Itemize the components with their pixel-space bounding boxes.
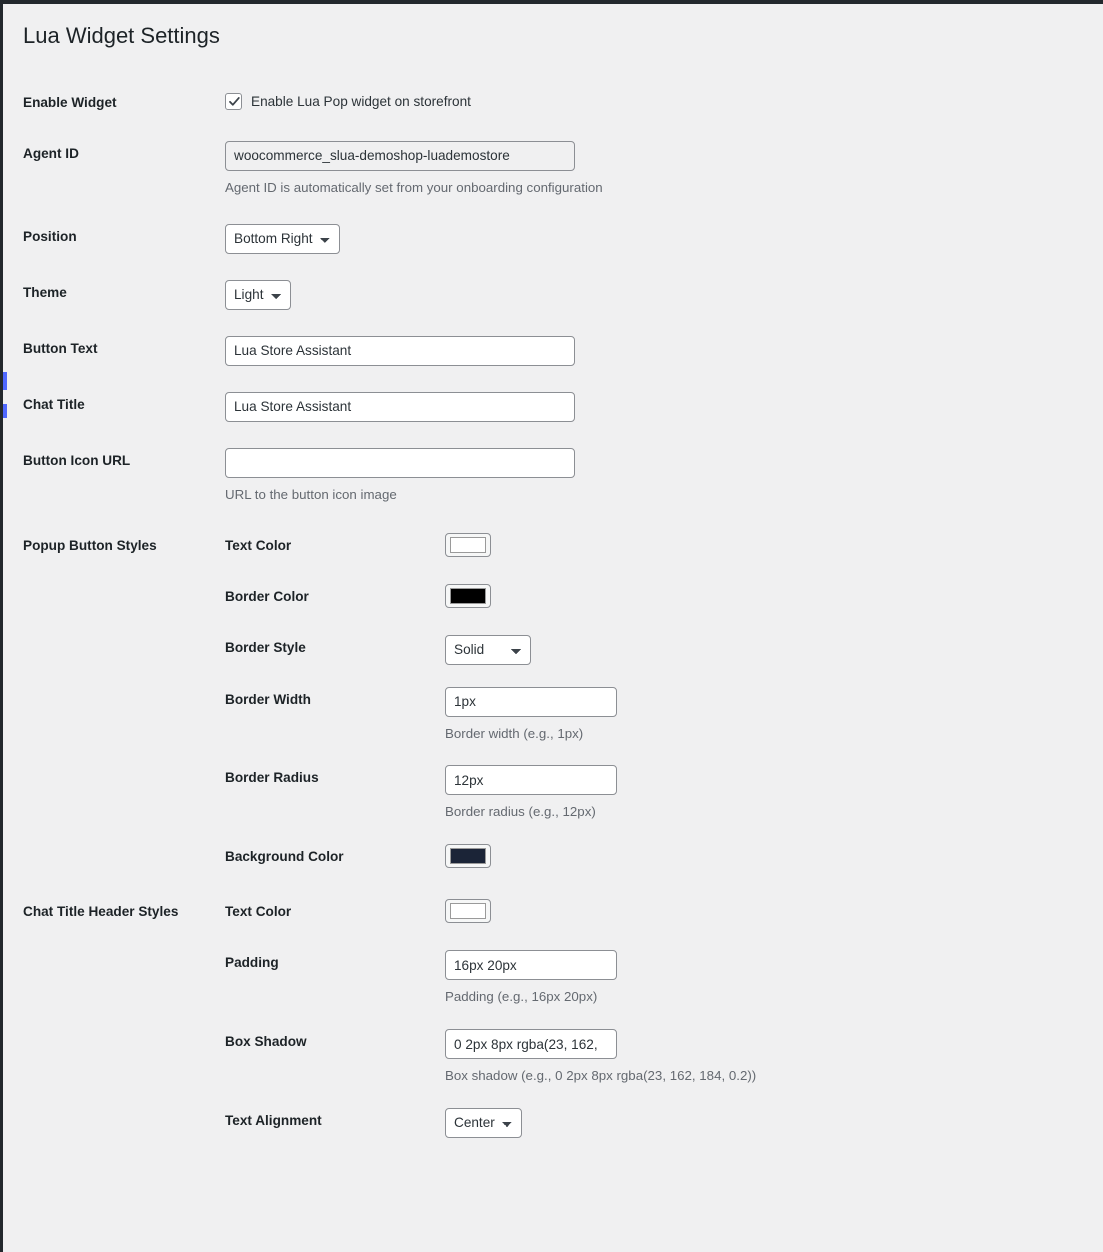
field-popup-border-width: [445, 676, 1093, 755]
popup-border-width-input[interactable]: [445, 687, 617, 717]
label-popup-border-radius: Border Radius: [225, 770, 319, 786]
label-header-box-shadow: Box Shadow: [225, 1034, 307, 1050]
label-header-text-color: Text Color: [225, 904, 292, 920]
field-popup-border-radius: [445, 754, 1093, 833]
popup-border-color-swatch[interactable]: [445, 584, 491, 608]
header-text-color-swatch[interactable]: [445, 899, 491, 923]
label-button-text: Button Text: [23, 340, 98, 356]
field-theme: [225, 267, 1103, 323]
section-body-popup-button-styles: [225, 522, 1103, 885]
color-swatch-icon: [450, 588, 486, 604]
button-text-input[interactable]: [225, 336, 575, 366]
label-header-padding: Padding: [225, 955, 279, 971]
agent-id-description: Agent ID is automatically set from your onboarding configuration: [225, 179, 603, 195]
field-popup-border-color: [445, 573, 1093, 624]
label-popup-border-width: Border Width: [225, 691, 311, 707]
enable-widget-checkbox[interactable]: [225, 93, 242, 110]
button-icon-url-description: URL to the button icon image: [225, 486, 397, 502]
page-title: Lua Widget Settings: [23, 23, 220, 48]
subrow-header-text-alignment: [225, 1097, 1093, 1149]
field-header-padding: [445, 939, 1093, 1018]
section-body-chat-title-header-styles: [225, 888, 1103, 1149]
row-chat-title: [3, 379, 1103, 435]
chat-title-input[interactable]: [225, 392, 575, 422]
row-enable-widget: [3, 77, 1103, 128]
label-button-icon-url: Button Icon URL: [23, 452, 131, 468]
label-popup-background-color: Background Color: [225, 849, 344, 865]
settings-form-table: [3, 77, 1103, 1150]
subrow-popup-background-color: [225, 833, 1093, 884]
subrow-popup-border-width: [225, 676, 1093, 755]
popup-border-radius-description: Border radius (e.g., 12px): [445, 804, 596, 820]
field-header-box-shadow: [445, 1018, 1093, 1097]
subrow-popup-text-color: [225, 522, 1093, 573]
label-popup-text-color: Text Color: [225, 537, 292, 553]
row-agent-id: [3, 128, 1103, 211]
popup-border-style-select[interactable]: [445, 635, 531, 665]
popup-border-width-description: Border width (e.g., 1px): [445, 725, 584, 741]
field-button-icon-url: [225, 435, 1103, 518]
popup-border-radius-input[interactable]: [445, 765, 617, 795]
checkmark-icon: [227, 94, 242, 109]
field-popup-background-color: [445, 833, 1093, 884]
row-theme: [3, 267, 1103, 323]
button-icon-url-input[interactable]: [225, 448, 575, 478]
header-text-alignment-select[interactable]: [445, 1108, 522, 1138]
field-popup-text-color: [445, 522, 1093, 573]
color-swatch-icon: [450, 848, 486, 864]
subrow-popup-border-color: [225, 573, 1093, 624]
row-position: [3, 211, 1103, 267]
agent-id-input[interactable]: [225, 141, 575, 171]
label-header-text-alignment: Text Alignment: [225, 1113, 322, 1129]
field-chat-title: [225, 379, 1103, 435]
theme-select[interactable]: [225, 280, 291, 310]
field-header-text-alignment: [445, 1097, 1093, 1149]
label-agent-id: Agent ID: [23, 145, 79, 161]
row-button-icon-url: [3, 435, 1103, 518]
field-agent-id: [225, 128, 1103, 211]
subrow-popup-border-style: [225, 624, 1093, 676]
label-popup-border-color: Border Color: [225, 588, 309, 604]
section-label-popup-button-styles: Popup Button Styles: [23, 537, 157, 553]
header-box-shadow-input[interactable]: [445, 1029, 617, 1059]
row-button-text: [3, 323, 1103, 379]
field-header-text-color: [445, 888, 1093, 939]
subrow-header-box-shadow: [225, 1018, 1093, 1097]
field-position: [225, 211, 1103, 267]
header-padding-description: Padding (e.g., 16px 20px): [445, 989, 598, 1005]
row-chat-title-header-styles: [3, 888, 1103, 1149]
label-chat-title: Chat Title: [23, 396, 85, 412]
color-swatch-icon: [450, 903, 486, 919]
field-button-text: [225, 323, 1103, 379]
enable-widget-checkbox-label: Enable Lua Pop widget on storefront: [251, 93, 471, 109]
field-enable-widget: [225, 77, 1103, 128]
header-padding-input[interactable]: [445, 950, 617, 980]
label-popup-border-style: Border Style: [225, 639, 306, 655]
label-enable-widget: Enable Widget: [23, 94, 117, 110]
subrow-popup-border-radius: [225, 754, 1093, 833]
field-popup-border-style: [445, 624, 1093, 676]
color-swatch-icon: [450, 537, 486, 553]
label-theme: Theme: [23, 284, 67, 300]
label-position: Position: [23, 228, 77, 244]
position-select[interactable]: [225, 224, 340, 254]
row-popup-button-styles: [3, 522, 1103, 885]
subrow-header-padding: [225, 939, 1093, 1018]
section-label-chat-title-header-styles: Chat Title Header Styles: [23, 904, 179, 920]
subrow-header-text-color: [225, 888, 1093, 939]
popup-background-color-swatch[interactable]: [445, 844, 491, 868]
header-box-shadow-description: Box shadow (e.g., 0 2px 8px rgba(23, 162, 184, 0.2)): [445, 1068, 757, 1084]
settings-page: [3, 4, 1103, 1149]
popup-text-color-swatch[interactable]: [445, 533, 491, 557]
enable-widget-checkbox-row[interactable]: [225, 90, 1093, 111]
chat-title-header-styles-table: [225, 888, 1093, 1149]
popup-button-styles-table: [225, 522, 1093, 885]
